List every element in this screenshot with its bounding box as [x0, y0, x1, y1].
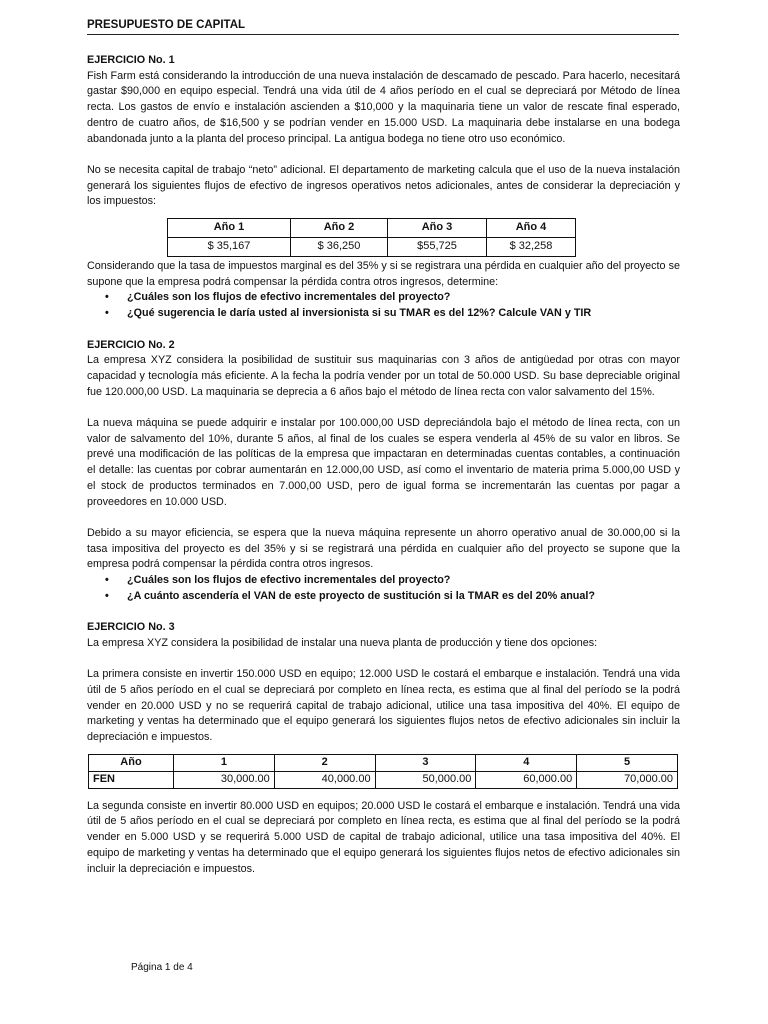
table-row [168, 238, 576, 257]
exercise-3-paragraph-2: La primera consiste en invertir 150.000 USD en equipo; 12.000 USD le costará el embarque e instalación. Tendrá una vida útil de 5 años período en el cual se depreciará por completo en línea recta, es estima que al final del período se la podrá vender en 20.000 USD y no se requerirá capital de trabajo adicional, utilice una tasa impositiva del 40%. El equipo de marketing y ventas ha determinado que el equipo generará los siguientes flujos netos de efectivo adicionales sin incluir la depreciación e impuestos. [87, 668, 680, 744]
table-row [89, 771, 678, 788]
exercise-2-paragraph-1: La empresa XYZ considera la posibilidad de sustituir sus maquinarias con 3 años de antigüedad por otras con mayor capacidad y tecnología más eficiente. A la fecha la podría vender por un total de 50.000 USD. Su base depreciable original fue 120.000,00 USD. La maquinaria se deprecia a 6 años bajo el método de línea recta con valor salvamento del 15%. [87, 354, 680, 398]
table-cell: $ 32,258 [487, 238, 576, 257]
exercise-1-paragraph-2: No se necesita capital de trabajo “neto” adicional. El departamento de marketing calcula que el uso de la nueva instalación generará los siguientes flujos de efectivo de ingresos operativos netos adicionales, antes de considerar la depreciación y los impuestos: [87, 163, 680, 208]
table-header-cell: 2 [274, 754, 375, 771]
table-row-label: FEN [89, 771, 174, 788]
table-header-row [168, 219, 576, 238]
exercise-3-title: EJERCICIO No. 3 [87, 621, 175, 634]
exercise-2-question-2: • ¿A cuánto ascendería el VAN de este proyecto de sustitución si la TMAR es del 20% anual? [127, 589, 680, 605]
table-header-cell: Año 4 [487, 219, 576, 238]
table-header-cell: 4 [476, 754, 577, 771]
table-cell: $ 35,167 [168, 238, 291, 257]
exercise-2-question-1: • ¿Cuáles son los flujos de efectivo incrementales del proyecto? [127, 573, 680, 589]
exercise-2-paragraph-2: La nueva máquina se puede adquirir e instalar por 100.000,00 USD depreciándola bajo el método de línea recta, con un valor de salvamento del 10%, durante 5 años, al final de los cuales se espera venderla al 45% de su valor en libros. Se prevé una modificación de las políticas de la empresa que impactaran en determinadas cuentas contables, a continuación el detalle: las cuentas por cobrar aumentarán en 12.000,00 USD, así como el inventario de materia prima 5.000,00 USD y el stock de productos terminados en 7.000,00 USD, pero de igual forma se incrementarán las cuentas por pagar a proveedores en 10.000 USD. [87, 417, 680, 508]
exercise-1-cashflow-table [167, 218, 576, 257]
exercise-1-paragraph-1: Fish Farm está considerando la introducción de una nueva instalación de descamado de pescado. Para hacerlo, necesitará gastar $90,000 en equipo especial. Tendrá una vida útil de 4 años período en el cual se depreciará por Método de línea recta. Los gastos de envío e instalación ascienden a $10,000 y la maquinaria tiene un valor de rescate final esperado, dentro de cuatro años, de $16,500 y se podrían vender en 15.000 USD. La maquinaria debe instalarse en una bodega abandonada junto a la planta del proceso principal. La antigua bodega no tiene otro uso económico. [87, 69, 680, 145]
exercise-3-fen-table [88, 754, 678, 789]
page-number: Página 1 de 4 [131, 962, 193, 973]
table-cell: 40,000.00 [274, 771, 375, 788]
page-header-title: PRESUPUESTO DE CAPITAL [87, 19, 679, 35]
table-header-cell: 5 [577, 754, 678, 771]
document-body [87, 53, 680, 877]
exercise-2-title: EJERCICIO No. 2 [87, 338, 175, 351]
table-header-cell: Año [89, 754, 174, 771]
table-header-cell: 1 [174, 754, 275, 771]
table-cell: 70,000.00 [577, 771, 678, 788]
exercise-1-title: EJERCICIO No. 1 [87, 54, 175, 66]
exercise-3-paragraph-1: La empresa XYZ considera la posibilidad de instalar una nueva planta de producción y tiene dos opciones: [87, 636, 598, 649]
table-header-cell: Año 3 [388, 219, 487, 238]
table-header-cell: 3 [375, 754, 476, 771]
exercise-1-question-2: • ¿Qué sugerencia le daría usted al inversionista si su TMAR es del 12%? Calcule VAN y TIR [127, 306, 680, 322]
exercise-2-paragraph-3: Debido a su mayor eficiencia, se espera que la nueva máquina represente un ahorro operativo anual de 30.000,00 si la tasa impositiva del proyecto es del 35% y si se registrará una pérdida en cualquier año del proyecto se supone que la empresa podrá compensar la pérdida contra otros ingresos. [87, 526, 680, 571]
exercise-1-question-1: • ¿Cuáles son los flujos de efectivo incrementales del proyecto? [127, 290, 680, 306]
exercise-1-questions [87, 290, 680, 321]
table-cell: 30,000.00 [174, 771, 275, 788]
table-cell: $55,725 [388, 238, 487, 257]
exercise-3-paragraph-3: La segunda consiste en invertir 80.000 USD en equipos; 20.000 USD le costará el embarque e instalación. Tendrá una vida útil de 5 años período en el cual se depreciará por completo en línea recta, es estima que al final del período se la podrá vender en 5.000 USD y se requerirá 5.000 USD de capital de trabajo adicional, utilice una tasa impositiva del 40%. El equipo de marketing y ventas ha determinado que el equipo generará los siguientes flujos netos de efectivo adicionales sin incluir la depreciación e impuestos. [87, 799, 680, 875]
exercise-2-questions [87, 573, 680, 604]
table-header-cell: Año 1 [168, 219, 291, 238]
table-header-cell: Año 2 [291, 219, 388, 238]
table-header-row [89, 754, 678, 771]
table-cell: $ 36,250 [291, 238, 388, 257]
table-cell: 50,000.00 [375, 771, 476, 788]
exercise-1-paragraph-3: Considerando que la tasa de impuestos marginal es del 35% y si se registrara una pérdida en cualquier año del proyecto se supone que la empresa podrá compensar la pérdida contra otros ingresos, determine: [87, 260, 680, 288]
table-cell: 60,000.00 [476, 771, 577, 788]
